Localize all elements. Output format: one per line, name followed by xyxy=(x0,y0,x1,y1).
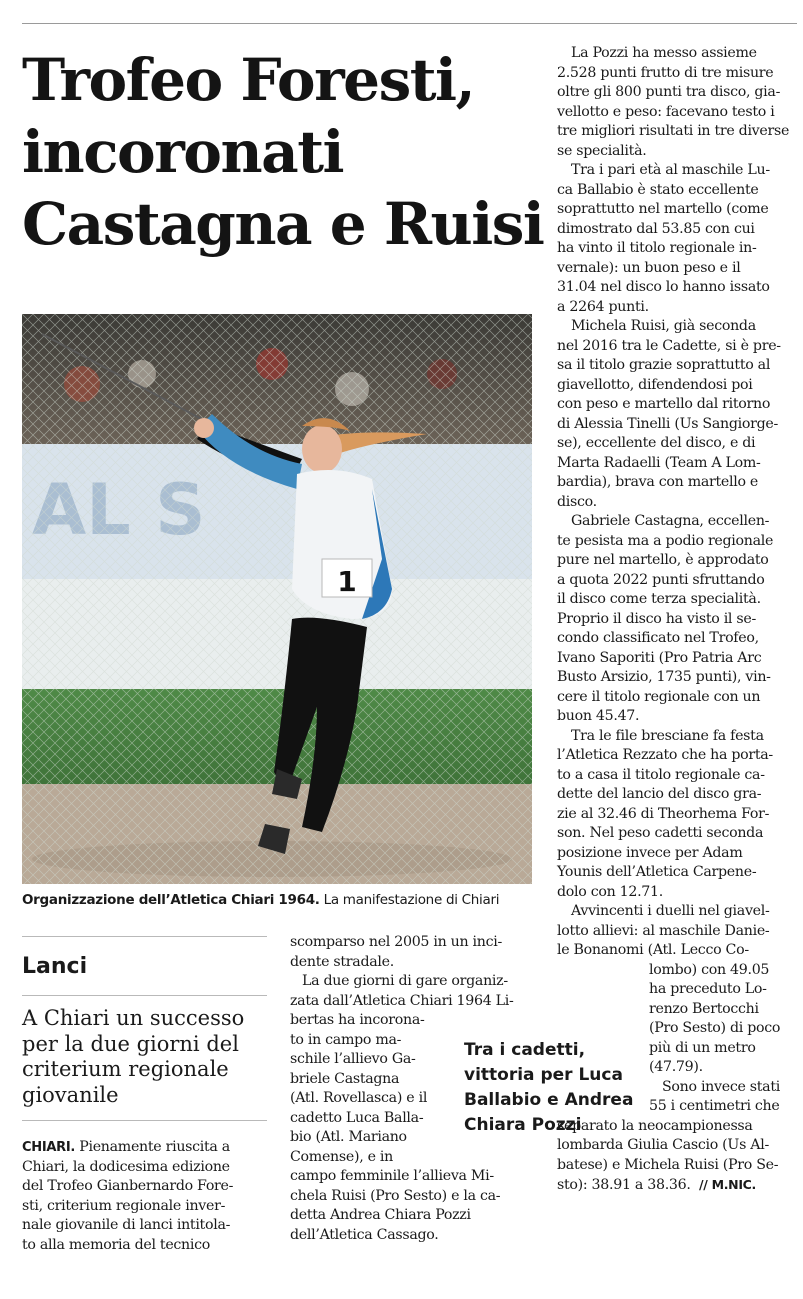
body-line: giavellotto, difendendosi poi xyxy=(557,376,753,393)
body-line: dette del lancio del disco gra- xyxy=(557,786,762,802)
body-line: bardia), brava con martello e xyxy=(557,474,759,490)
body-line: scomparso nel 2005 in un inci- xyxy=(290,934,502,950)
top-rule xyxy=(22,23,797,24)
body-line: ha vinto il titolo regionale in- xyxy=(557,240,757,256)
body-line: cere il titolo regionale con un xyxy=(557,688,761,705)
body-line: pure nel martello, è approdato xyxy=(557,552,769,568)
body-line: (47.79). xyxy=(649,1059,703,1075)
body-line: La due giorni di gare organiz- xyxy=(302,973,508,989)
body-line: Busto Arsizio, 1735 punti), vin- xyxy=(557,669,771,685)
headline-line-2: incoronati xyxy=(22,118,344,186)
body-line: posizione invece per Adam xyxy=(557,844,743,861)
body-line: (Atl. Rovellasca) e il xyxy=(290,1090,428,1106)
body-line: te pesista ma a podio regionale xyxy=(557,532,774,549)
body-line: se specialità. xyxy=(557,142,647,159)
body-line: Ivano Saporiti (Pro Patria Arc xyxy=(557,649,762,666)
dateline: CHIARI. xyxy=(22,1140,76,1155)
body-line: sa il titolo grazie soprattutto al xyxy=(557,357,771,373)
body-line: dell’Atletica Cassago. xyxy=(290,1226,439,1243)
body-line: zie al 32.46 di Theorhema For- xyxy=(557,805,770,822)
athlete-photo xyxy=(22,314,532,884)
body-line: del Trofeo Gianbernardo Fore- xyxy=(22,1178,234,1194)
headline-line-3: Castagna e Ruisi xyxy=(22,190,544,258)
body-line: con peso e martello dal ritorno xyxy=(557,396,771,412)
body-line: l’Atletica Rezzato che ha porta- xyxy=(557,747,773,763)
body-line: Tra le file bresciane fa festa xyxy=(571,727,764,744)
body-line: separato la neocampionessa xyxy=(557,1117,753,1134)
body-line: ca Ballabio è stato eccellente xyxy=(557,181,759,198)
body-line: ha preceduto Lo- xyxy=(649,981,767,997)
body-line: tre migliori risultati in tre diverse xyxy=(557,123,790,139)
body-line: Marta Radaelli (Team A Lom- xyxy=(557,454,761,471)
divider-lanci-bottom xyxy=(22,995,267,996)
body-line: disco. xyxy=(557,493,597,510)
bib-number: 1 xyxy=(337,565,357,598)
pull-quote: Tra i cadetti, vittoria per Luca Ballabio e Andrea Chiara Pozzi xyxy=(464,1040,634,1135)
body-line: cadetto Luca Balla- xyxy=(290,1109,424,1126)
body-line: Proprio il disco ha visto il se- xyxy=(557,610,756,627)
body-line: buon 45.47. xyxy=(557,708,640,724)
body-line: to in campo ma- xyxy=(290,1031,402,1048)
divider-subhead xyxy=(22,1120,267,1121)
body-line: Gabriele Castagna, eccellen- xyxy=(571,513,770,529)
body-line: Comense), e in xyxy=(290,1148,393,1165)
body-line: lotto allievi: al maschile Danie- xyxy=(557,922,770,939)
body-line: to alla memoria del tecnico xyxy=(22,1236,211,1253)
subhead: A Chiari un successo per la due giorni del criterium regionale giovanile xyxy=(22,1006,245,1107)
body-line: le Bonanomi (Atl. Lecco Co- xyxy=(557,942,749,958)
body-line: a 2264 punti. xyxy=(557,298,649,315)
body-line: renzo Bertocchi xyxy=(649,1000,759,1017)
body-line: dolo con 12.71. xyxy=(557,883,663,900)
body-line: Michela Ruisi, già seconda xyxy=(571,318,756,334)
body-line: to a casa il titolo regionale ca- xyxy=(557,766,765,783)
body-line: lombarda Giulia Cascio (Us Al- xyxy=(557,1137,769,1153)
body-line: schile l’allievo Ga- xyxy=(290,1051,416,1067)
caption-bold: Organizzazione dell’Atletica Chiari 1964. xyxy=(22,892,320,908)
body-line: campo femminile l’allieva Mi- xyxy=(290,1168,494,1184)
body-line: oltre gli 800 punti tra disco, gia- xyxy=(557,84,781,100)
body-line: Chiari, la dodicesima edizione xyxy=(22,1158,230,1175)
body-line: vellotto e peso: facevano testo i xyxy=(557,103,775,120)
body-line-last: sto): 38.91 a 38.36. // M.NIC. xyxy=(557,1177,757,1193)
body-line: Sono invece stati xyxy=(662,1078,780,1095)
body-line: Avvincenti i duelli nel giavel- xyxy=(571,903,770,919)
divider-lanci-top xyxy=(22,936,267,937)
body-line: briele Castagna xyxy=(290,1070,400,1087)
body-line: lombo) con 49.05 xyxy=(649,961,770,978)
body-line: 31.04 nel disco lo hanno issato xyxy=(557,279,770,295)
body-line: nale giovanile di lanci intitola- xyxy=(22,1217,231,1233)
body-line: bio (Atl. Mariano xyxy=(290,1129,407,1145)
body-column-left xyxy=(22,1138,268,1255)
photo-caption xyxy=(22,891,537,909)
body-line: più di un metro xyxy=(649,1039,756,1056)
headline-line-1: Trofeo Foresti, xyxy=(22,46,475,114)
body-line: detta Andrea Chiara Pozzi xyxy=(290,1207,471,1223)
body-line: son. Nel peso cadetti seconda xyxy=(557,825,764,841)
section-label: Lanci xyxy=(22,954,88,979)
body-line: chela Ruisi (Pro Sesto) e la ca- xyxy=(290,1187,501,1204)
body-line: bertas ha incorona- xyxy=(290,1012,425,1028)
body-line: Tra i pari età al maschile Lu- xyxy=(571,162,770,178)
body-line: soprattutto nel martello (come xyxy=(557,201,769,217)
body-line: Younis dell’Atletica Carpene- xyxy=(557,864,757,880)
body-line: dimostrato dal 53.85 con cui xyxy=(557,220,755,237)
author-signature: // M.NIC. xyxy=(699,1177,757,1192)
body-line: di Alessia Tinelli (Us Sangiorge- xyxy=(557,415,778,432)
body-line: se), eccellente del disco, e di xyxy=(557,435,756,451)
body-line: zata dall’Atletica Chiari 1964 Li- xyxy=(290,992,514,1009)
caption-text: La manifestazione di Chiari xyxy=(319,892,500,908)
body-line: il disco come terza specialità. xyxy=(557,591,761,607)
body-line: vernale): un buon peso e il xyxy=(557,259,741,276)
body-line: nel 2016 tra le Cadette, si è pre- xyxy=(557,337,781,354)
body-line: condo classificato nel Trofeo, xyxy=(557,630,759,646)
body-line: CHIARI. Pienamente riuscita a xyxy=(22,1139,230,1155)
body-line: La Pozzi ha messo assieme xyxy=(571,45,757,61)
body-line: dente stradale. xyxy=(290,953,394,970)
body-line: (Pro Sesto) di poco xyxy=(649,1020,781,1036)
body-line: sti, criterium regionale inver- xyxy=(22,1197,226,1214)
body-column-right xyxy=(557,44,799,1196)
body-line: 55 i centimetri che xyxy=(649,1098,780,1114)
headline xyxy=(22,44,542,260)
body-line: 2.528 punti frutto di tre misure xyxy=(557,64,774,81)
body-line: batese) e Michela Ruisi (Pro Se- xyxy=(557,1156,779,1173)
body-line: a quota 2022 punti sfruttando xyxy=(557,571,765,588)
